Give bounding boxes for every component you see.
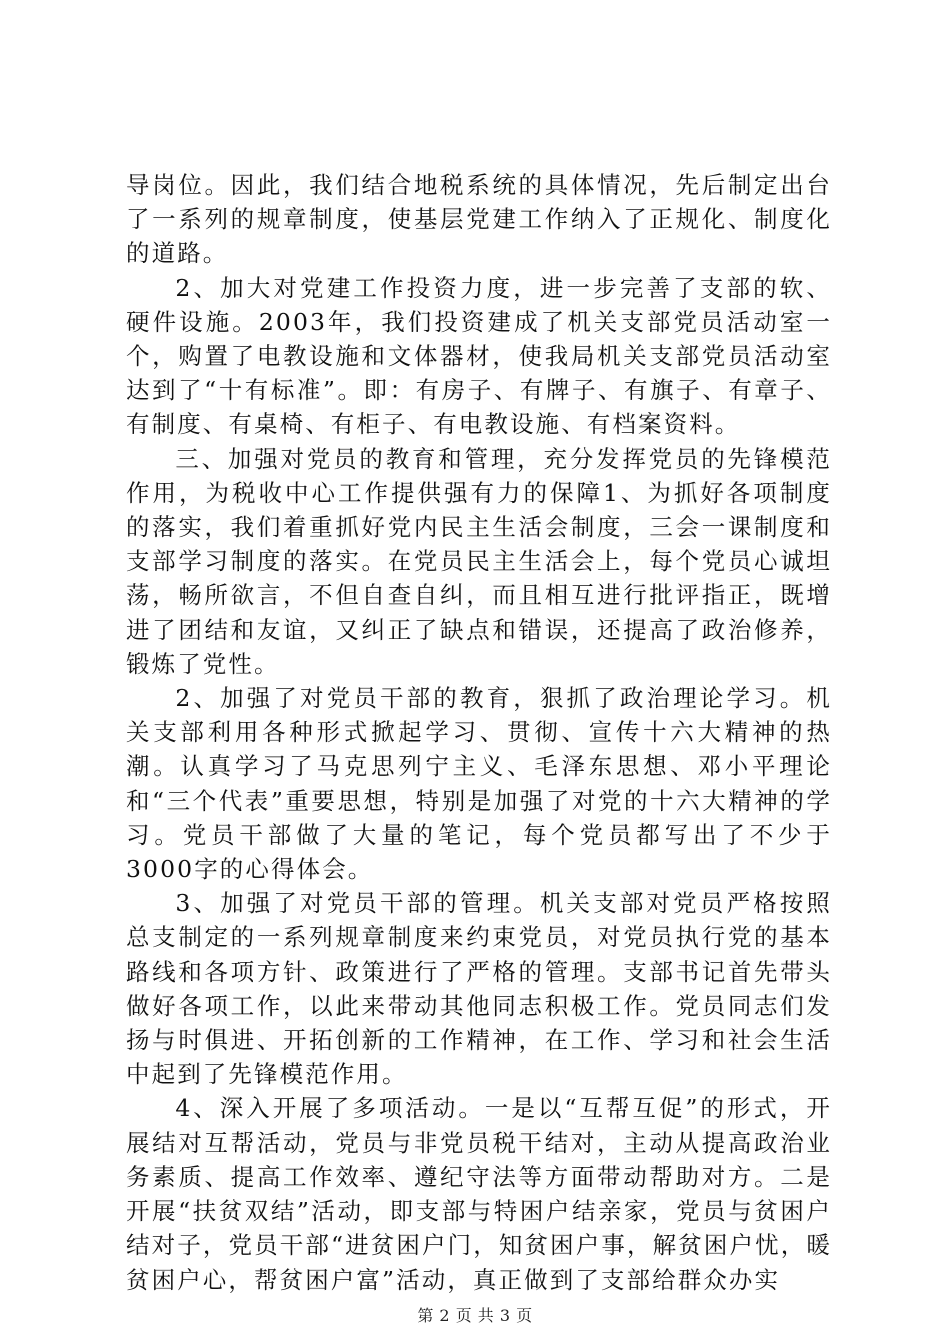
paragraph-education: 2、加强了对党员干部的教育，狠抓了政治理论学习。机关支部利用各种形式掀起学习、贯彻、宣传十六大精神的热潮。认真学习了马克思列宁主义、毛泽东思想、邓小平理论和“三个代表”重要思想，特别是加强了对党的十六大精神的学习。党员干部做了大量的笔记，每个党员都写出了不少于3000字的心得体会。: [126, 684, 832, 884]
page-number-footer: 第 2 页 共 3 页: [417, 1306, 533, 1325]
paragraph-management: 3、加强了对党员干部的管理。机关支部对党员严格按照总支制定的一系列规章制度来约束党员，对党员执行党的基本路线和各项方针、政策进行了严格的管理。支部书记首先带头做好各项工作，以此来带动其他同志积极工作。党员同志们发扬与时俱进、开拓创新的工作精神，在工作、学习和社会生活中起到了先锋模范作用。: [126, 889, 832, 1089]
paragraph-continued: 导岗位。因此，我们结合地税系统的具体情况，先后制定出台了一系列的规章制度，使基层党建工作纳入了正规化、制度化的道路。: [126, 171, 832, 268]
paragraph-activities: 4、深入开展了多项活动。一是以“互帮互促”的形式，开展结对互帮活动，党员与非党员税干结对，主动从提高政治业务素质、提高工作效率、遵纪守法等方面带动帮助对方。二是开展“扶贫双结”活动，即支部与特困户结亲家，党员与贫困户结对子，党员干部“进贫困户门，知贫困户事，解贫困户忧，暖贫困户心，帮贫困户富”活动，真正做到了支部给群众办实: [126, 1094, 832, 1294]
document-body: [126, 168, 832, 1297]
paragraph-facilities: 2、加大对党建工作投资力度，进一步完善了支部的软、硬件设施。2003年，我们投资建成了机关支部党员活动室一个，购置了电教设施和文体器材，使我局机关支部党员活动室达到了“十有标准”。即：有房子、有牌子、有旗子、有章子、有制度、有桌椅、有柜子、有电教设施、有档案资料。: [126, 273, 832, 439]
paragraph-section-three: 三、加强对党员的教育和管理，充分发挥党员的先锋模范作用，为税收中心工作提供强有力的保障1、为抓好各项制度的落实，我们着重抓好党内民主生活会制度，三会一课制度和支部学习制度的落实。在党员民主生活会上，每个党员心诚坦荡，畅所欲言，不但自查自纠，而且相互进行批评指正，既增进了团结和友谊，又纠正了缺点和错误，还提高了政治修养，锻炼了党性。: [126, 444, 832, 678]
